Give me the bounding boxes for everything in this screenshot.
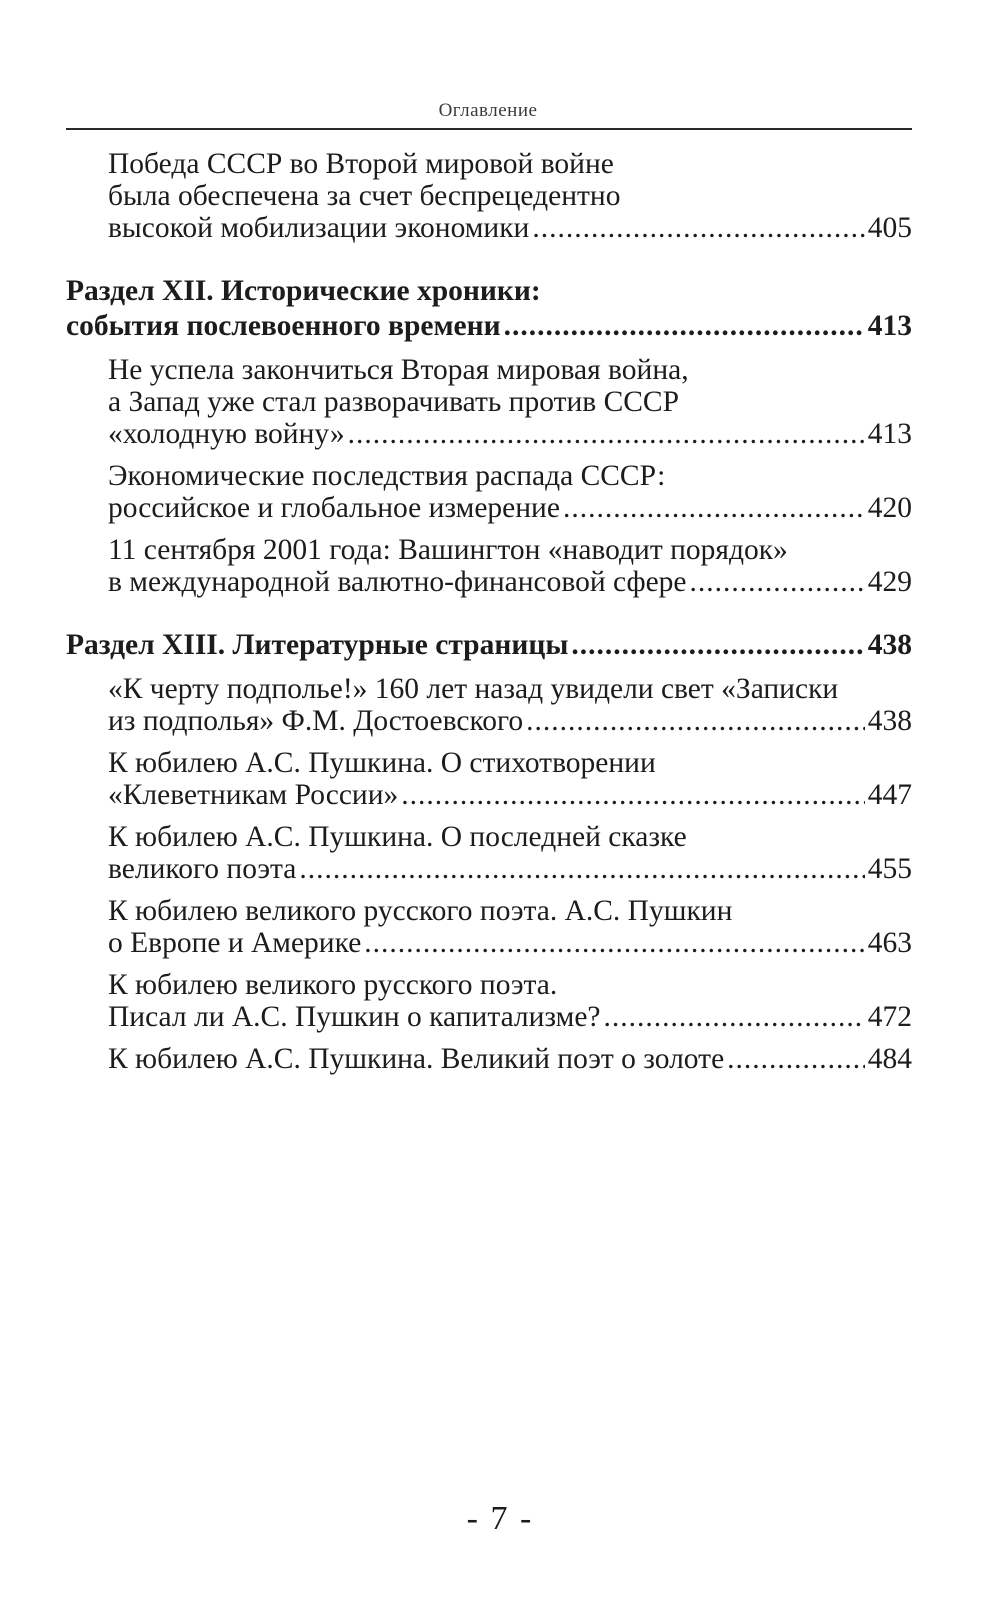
toc-entry-sept11 <box>108 534 912 598</box>
toc-entry-line: «Клеветникам России» <box>108 779 399 811</box>
toc-entry-last-tale <box>108 821 912 885</box>
toc-entry-line: К юбилею великого русского поэта. А.С. Пушкин <box>108 895 733 927</box>
toc-entry-line: К юбилею великого русского поэта. <box>108 969 558 1001</box>
toc-page-number: 420 <box>867 492 912 524</box>
toc-entry-cold-war <box>108 354 912 450</box>
toc-section-leader-line <box>66 628 912 663</box>
table-of-contents <box>66 148 912 1075</box>
toc-entry-leader-line <box>108 566 912 598</box>
toc-entry-line: Писал ли А.С. Пушкин о капитализме? <box>108 1001 601 1033</box>
toc-entry-slanderers <box>108 747 912 811</box>
toc-entry-leader-line <box>108 1043 912 1075</box>
toc-page-number: 438 <box>867 705 912 737</box>
toc-entry-underground <box>108 673 912 737</box>
toc-entry-leader-line <box>108 927 912 959</box>
dot-leader <box>526 705 865 737</box>
toc-entry-line: К юбилею А.С. Пушкина. О стихотворении <box>108 747 656 779</box>
toc-entry-gold <box>108 1043 912 1075</box>
toc-entry-leader-line <box>108 705 912 737</box>
toc-page-number: 484 <box>867 1043 912 1075</box>
dot-leader <box>727 1043 865 1075</box>
dot-leader <box>364 927 864 959</box>
toc-entry-capitalism <box>108 969 912 1033</box>
toc-page-number: 429 <box>867 566 912 598</box>
running-head: Оглавление <box>438 100 538 121</box>
toc-entry-leader-line <box>108 212 912 244</box>
dot-leader <box>571 628 864 663</box>
toc-section-12 <box>66 274 912 344</box>
header-rule <box>66 128 912 130</box>
toc-section-line: Раздел XIII. Литературные страницы <box>66 629 569 661</box>
toc-entry-line: К юбилею А.С. Пушкина. О последней сказке <box>108 821 687 853</box>
toc-entry-ussr-collapse <box>108 460 912 524</box>
toc-entry-line: «холодную войну» <box>108 418 345 450</box>
toc-entry-line: 11 сентября 2001 года: Вашингтон «наводит порядок» <box>108 534 788 566</box>
toc-entry-line: о Европе и Америке <box>108 927 362 959</box>
toc-entry-line: а Запад уже стал разворачивать против СССР <box>108 386 680 418</box>
toc-page-number: 447 <box>867 779 912 811</box>
toc-entry-line: российское и глобальное измерение <box>108 492 560 524</box>
toc-entry-leader-line <box>108 418 912 450</box>
page-number: - 7 - <box>466 1500 534 1537</box>
toc-page-number: 438 <box>867 629 912 661</box>
toc-entry-leader-line <box>108 1001 912 1033</box>
dot-leader <box>504 309 865 344</box>
dot-leader <box>604 1001 865 1033</box>
toc-page-number: 455 <box>867 853 912 885</box>
dot-leader <box>532 212 864 244</box>
toc-entry-line: в международной валютно-финансовой сфере <box>108 566 687 598</box>
toc-entry-line: «К черту подполье!» 160 лет назад увидели свет «Записки <box>108 673 839 705</box>
toc-page-number: 405 <box>867 212 912 244</box>
toc-entry-europe-america <box>108 895 912 959</box>
toc-page-number: 472 <box>867 1001 912 1033</box>
dot-leader <box>299 853 864 885</box>
toc-section-13 <box>66 628 912 663</box>
toc-entry-line: Не успела закончиться Вторая мировая война, <box>108 354 689 386</box>
toc-entry-leader-line <box>108 853 912 885</box>
toc-entry-line: высокой мобилизации экономики <box>108 212 530 244</box>
toc-entry-line: великого поэта <box>108 853 297 885</box>
toc-entry-line: К юбилею А.С. Пушкина. Великий поэт о золоте <box>108 1043 725 1075</box>
toc-page-number: 413 <box>867 418 912 450</box>
toc-entry-victory <box>108 148 912 244</box>
toc-section-line: события послевоенного времени <box>66 310 501 342</box>
dot-leader <box>348 418 865 450</box>
dot-leader <box>563 492 865 524</box>
toc-section-line: Раздел XII. Исторические хроники: <box>66 275 541 307</box>
toc-page-number: 413 <box>867 310 912 342</box>
toc-entry-line: из подполья» Ф.М. Достоевского <box>108 705 524 737</box>
dot-leader <box>690 566 865 598</box>
toc-entry-line: Победа СССР во Второй мировой войне <box>108 148 614 180</box>
dot-leader <box>401 779 865 811</box>
toc-section-leader-line <box>66 309 912 344</box>
toc-entry-line: была обеспечена за счет беспрецедентно <box>108 180 621 212</box>
toc-page-number: 463 <box>867 927 912 959</box>
toc-entry-leader-line <box>108 779 912 811</box>
toc-entry-leader-line <box>108 492 912 524</box>
toc-entry-line: Экономические последствия распада СССР: <box>108 460 666 492</box>
